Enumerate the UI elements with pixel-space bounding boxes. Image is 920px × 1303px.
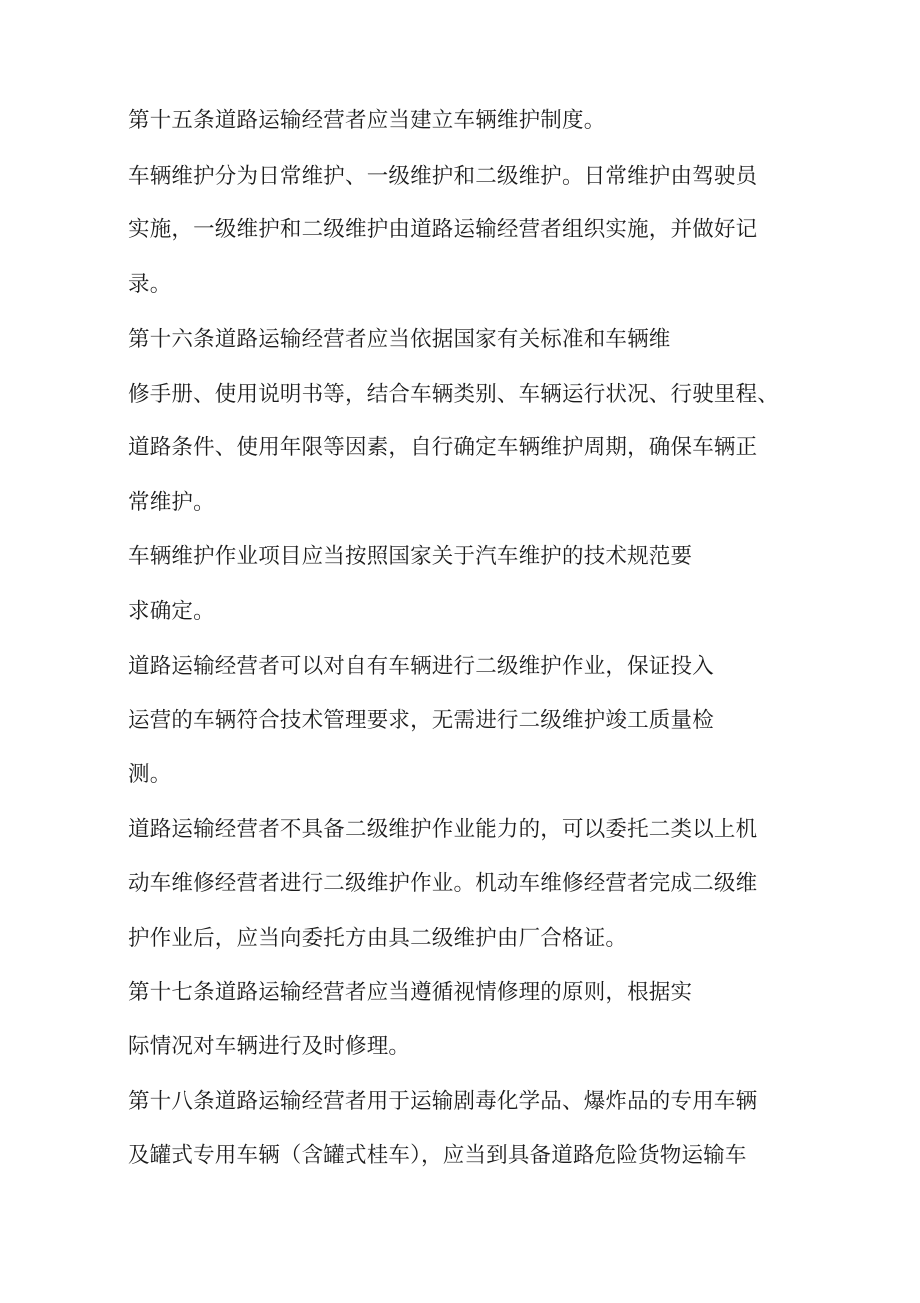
text-line: 道路运输经营者可以对自有车辆进行二级维护作业，保证投入 bbox=[128, 654, 714, 679]
text-line: 道路运输经营者不具备二级维护作业能力的，可以委托二类以上机 bbox=[128, 817, 758, 842]
text-line: 修手册、使用说明书等，结合车辆类别、车辆运行状况、行驶里程、 bbox=[128, 382, 780, 407]
text-line: 求确定。 bbox=[128, 599, 215, 624]
text-line: 车辆维护分为日常维护、一级维护和二级维护。日常维护由驾驶员 bbox=[128, 164, 758, 189]
text-line: 护作业后，应当向委托方由具二级维护由厂合格证。 bbox=[128, 926, 628, 951]
text-line: 测。 bbox=[128, 762, 172, 787]
text-line: 动车维修经营者进行二级维护作业。机动车维修经营者完成二级维 bbox=[128, 871, 758, 896]
text-line: 第十五条道路运输经营者应当建立车辆维护制度。 bbox=[128, 108, 606, 133]
text-line: 第十八条道路运输经营者用于运输剧毒化学品、爆炸品的专用车辆 bbox=[128, 1089, 758, 1114]
text-line: 第十七条道路运输经营者应当遵循视情修理的原则，根据实 bbox=[128, 980, 693, 1005]
text-line: 录。 bbox=[128, 272, 172, 297]
text-line: 际情况对车辆进行及时修理。 bbox=[128, 1034, 411, 1059]
text-line: 运营的车辆符合技术管理要求，无需进行二级维护竣工质量检 bbox=[128, 708, 714, 733]
text-line: 道路条件、使用年限等因素，自行确定车辆维护周期，确保车辆正 bbox=[128, 435, 758, 460]
text-line: 及罐式专用车辆（含罐式桂车），应当到具备道路危险货物运输车 bbox=[128, 1143, 747, 1168]
text-line: 实施，一级维护和二级维护由道路运输经营者组织实施，并做好记 bbox=[128, 217, 758, 242]
text-line: 车辆维护作业项目应当按照国家关于汽车维护的技术规范要 bbox=[128, 544, 693, 569]
text-line: 常维护。 bbox=[128, 490, 215, 515]
text-line: 第十六条道路运输经营者应当依据国家有关标准和车辆维 bbox=[128, 327, 671, 352]
